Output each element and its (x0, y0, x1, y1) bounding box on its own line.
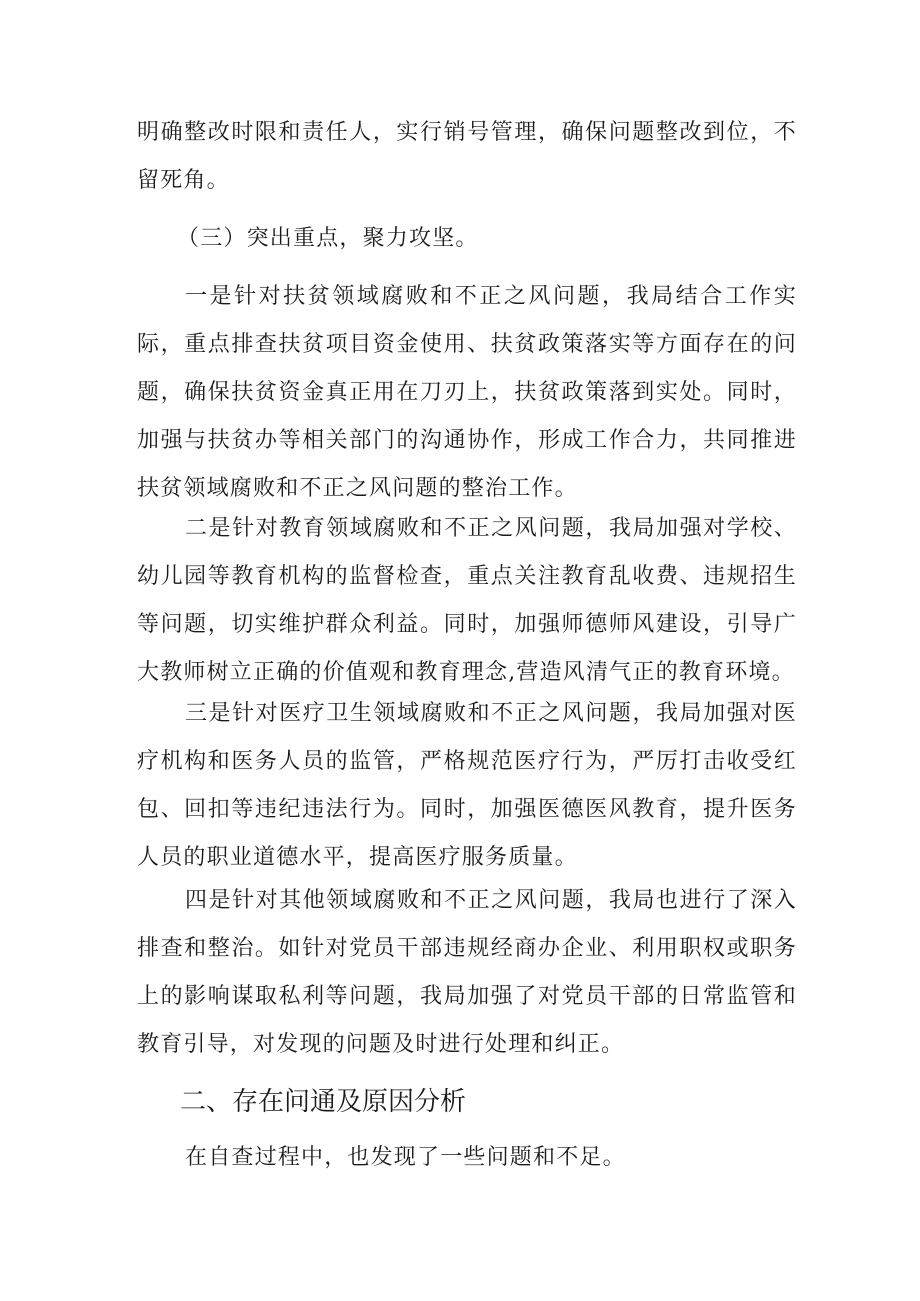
paragraph-medical: 三是针对医疗卫生领域腐败和不正之风问题，我局加强对医疗机构和医务人员的监管，严格规范医疗行为，严厉打击收受红包、回扣等违纪违法行为。同时，加强医德医风教育，提升医务人员的职业道德水平，提高医疗服务质量。 (137, 701, 797, 870)
paragraph-continuation: 明确整改时限和责任人，实行销号管理，确保问题整改到位，不留死角。 (137, 120, 797, 193)
paragraph-poverty: 一是针对扶贫领域腐败和不正之风问题，我局结合工作实际，重点排查扶贫项目资金使用、扶贫政策落实等方面存在的问题，确保扶贫资金真正用在刀刃上，扶贫政策落到实处。同时，加强与扶贫办等相关部门的沟通协作，形成工作合力，共同推进扶贫领域腐败和不正之风问题的整治工作。 (137, 284, 797, 501)
section-heading-3: （三）突出重点，聚力攻坚。 (177, 226, 479, 251)
paragraph-intro: 在自查过程中，也发现了一些问题和不足。 (185, 1145, 626, 1170)
paragraph-education: 二是针对教育领域腐败和不正之风问题，我局加强对学校、幼儿园等教育机构的监督检查，重点关注教育乱收费、违规招生等问题，切实维护群众利益。同时，加强师德师风建设，引导广大教师树立正确的价值观和教育理念,营造风清气正的教育环境。 (137, 516, 797, 685)
paragraph-other: 四是针对其他领域腐败和不正之风问题，我局也进行了深入排查和整治。如针对党员干部违规经商办企业、利用职权或职务上的影响谋取私利等问题，我局加强了对党员干部的日常监管和教育引导，对发现的问题及时进行处理和纠正。 (137, 888, 797, 1057)
section-heading-2: 二、存在问通及原因分析 (180, 1087, 467, 1117)
